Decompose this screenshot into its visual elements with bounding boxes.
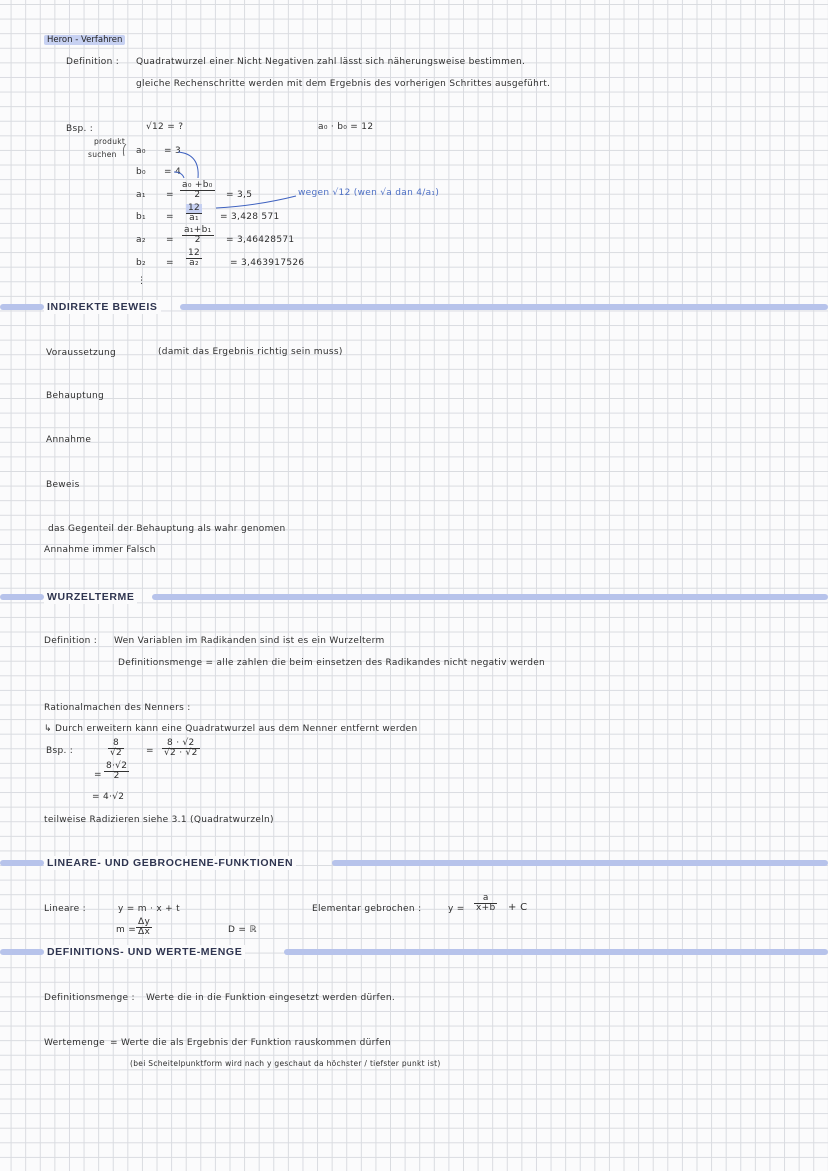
gebrochen-plus-c: + C	[508, 902, 528, 913]
section-lineare-funktionen	[0, 856, 828, 870]
step-b1-result: = 3,428 571	[220, 212, 280, 222]
step-b1-denominator: a₁	[189, 213, 199, 223]
gebrochen-fraction	[474, 894, 497, 913]
heron-product-equation: a₀ · b₀ = 12	[318, 122, 374, 132]
step-a2-denominator: 2	[194, 235, 201, 245]
step-b1-eq: =	[166, 212, 174, 222]
side-note-produkt: produkt	[94, 137, 126, 146]
annahme-label: Annahme	[46, 435, 92, 445]
teilweise-radizieren: teilweise Radizieren siehe 3.1 (Quadratwurzeln)	[44, 815, 274, 825]
indirekte-line2: Annahme immer Falsch	[44, 545, 156, 555]
step-a2-eq: =	[166, 235, 174, 245]
step-b0-label: b₀	[136, 167, 146, 177]
steps-ellipsis: ⋮	[137, 276, 147, 286]
heron-definition-label: Definition :	[66, 57, 120, 67]
step-b2-numerator: 12	[188, 248, 201, 258]
wertemenge-label: Wertemenge	[44, 1038, 105, 1048]
heron-example-label: Bsp. :	[66, 124, 94, 134]
step-a1-eq: =	[166, 190, 174, 200]
wurzel-example-label: Bsp. :	[46, 746, 74, 756]
example-den-2: √2 · √2	[164, 748, 198, 758]
example-eq-1: =	[146, 746, 154, 756]
section-title: WURZELTERME	[44, 590, 137, 604]
gebrochen-den: x+b	[476, 903, 496, 913]
heron-question: √12 = ?	[146, 122, 184, 132]
wurzel-definition-text: Wen Variablen im Radikanden sind ist es ein Wurzelterm	[114, 636, 385, 646]
section-bar-left	[0, 304, 44, 310]
voraussetzung-label: Voraussetzung	[46, 348, 117, 358]
step-a0-value: = 3	[164, 146, 182, 156]
example-num-2: 8 · √2	[162, 739, 200, 749]
step-a2-numerator: a₁+b₁	[184, 225, 212, 235]
section-bar-right	[284, 949, 828, 955]
section-title: LINEARE- UND GEBROCHENE-FUNKTIONEN	[44, 856, 296, 870]
step-b1-numerator: 12	[188, 203, 201, 213]
slope-lhs: m =	[116, 925, 137, 935]
step-a0-label: a₀	[136, 146, 146, 156]
section-title: DEFINITIONS- UND WERTE-MENGE	[44, 945, 245, 959]
step-b2-eq: =	[166, 258, 174, 268]
voraussetzung-note: (damit das Ergebnis richtig sein muss)	[158, 347, 343, 357]
step-b2-result: = 3,463917526	[230, 258, 305, 268]
definitionsmenge-label: Definitionsmenge :	[44, 993, 135, 1003]
section-bar-right	[332, 860, 828, 866]
step-a2-fraction	[182, 226, 214, 245]
step-b2-denominator: a₂	[189, 258, 199, 268]
step-b1-label: b₁	[136, 212, 146, 222]
lineare-label: Lineare :	[44, 904, 86, 914]
section-bar-right	[152, 594, 828, 600]
definitionsmenge-text: Werte die in die Funktion eingesetzt werden dürfen.	[146, 993, 396, 1003]
gebrochen-num: a	[474, 894, 497, 904]
behauptung-label: Behauptung	[46, 391, 104, 401]
indirekte-line1: das Gegenteil der Behauptung als wahr genomen	[48, 524, 286, 534]
heron-blue-note: wegen √12 (wen √a dan 4/a₁)	[298, 188, 440, 198]
slope-num: Δy	[138, 917, 151, 927]
side-note-suchen: suchen	[88, 150, 117, 159]
section-wurzelterme	[0, 590, 828, 604]
step-a1-fraction	[180, 181, 215, 200]
wertemenge-note: (bei Scheitelpunktform wird nach y geschaut da höchster / tiefster punkt ist)	[130, 1059, 441, 1068]
example-fraction-3	[104, 762, 129, 781]
example-fraction-2	[162, 739, 200, 758]
beweis-label: Beweis	[46, 480, 80, 490]
step-a1-numerator: a₀ +b₀	[182, 180, 213, 190]
step-a1-label: a₁	[136, 190, 146, 200]
step-b2-fraction	[186, 249, 202, 268]
example-num-1: 8	[108, 739, 124, 749]
step-b2-label: b₂	[136, 258, 146, 268]
section-bar-left	[0, 949, 44, 955]
heron-definition-line1: Quadratwurzel einer Nicht Negativen zahl lässt sich näherungsweise bestimmen.	[136, 57, 526, 67]
gebrochen-y: y =	[448, 904, 465, 914]
section-definitions-wertemenge	[0, 945, 828, 959]
section-bar-left	[0, 594, 44, 600]
section-indirekte-beweis	[0, 300, 828, 314]
rational-title: Rationalmachen des Nenners :	[44, 703, 191, 713]
step-a2-label: a₂	[136, 235, 146, 245]
section-title: INDIREKTE BEWEIS	[44, 300, 161, 314]
wertemenge-text: = Werte die als Ergebnis der Funktion rauskommen dürfen	[110, 1038, 391, 1048]
step-b1-fraction	[186, 204, 202, 223]
lineare-domain: D = ℝ	[228, 925, 257, 935]
example-fraction-1	[108, 739, 124, 758]
step-b0-value: = 4	[164, 167, 182, 177]
section-bar-right	[180, 304, 828, 310]
heron-title: Heron - Verfahren	[44, 35, 125, 45]
slope-den: Δx	[138, 927, 151, 937]
section-bar-left	[0, 860, 44, 866]
slope-fraction	[136, 918, 152, 937]
lineare-formula: y = m · x + t	[118, 904, 180, 914]
gebrochen-label: Elementar gebrochen :	[312, 904, 422, 914]
heron-definition-line2: gleiche Rechenschritte werden mit dem Ergebnis des vorherigen Schrittes ausgeführt.	[136, 79, 551, 89]
step-a2-result: = 3,46428571	[226, 235, 295, 245]
example-den-3: 2	[113, 771, 120, 781]
example-eq-2: =	[94, 770, 102, 780]
step-a1-denominator: 2	[194, 190, 201, 200]
example-result: = 4·√2	[92, 792, 125, 802]
wurzel-definitionsmenge: Definitionsmenge = alle zahlen die beim einsetzen des Radikandes nicht negativ werden	[118, 658, 546, 668]
wurzel-definition-label: Definition :	[44, 636, 98, 646]
rational-text: ↳ Durch erweitern kann eine Quadratwurzel aus dem Nenner entfernt werden	[44, 724, 418, 734]
step-a1-result: = 3,5	[226, 190, 253, 200]
example-num-3: 8·√2	[106, 761, 128, 771]
example-den-1: √2	[110, 748, 123, 758]
heron-annotation-arrows	[0, 0, 828, 300]
